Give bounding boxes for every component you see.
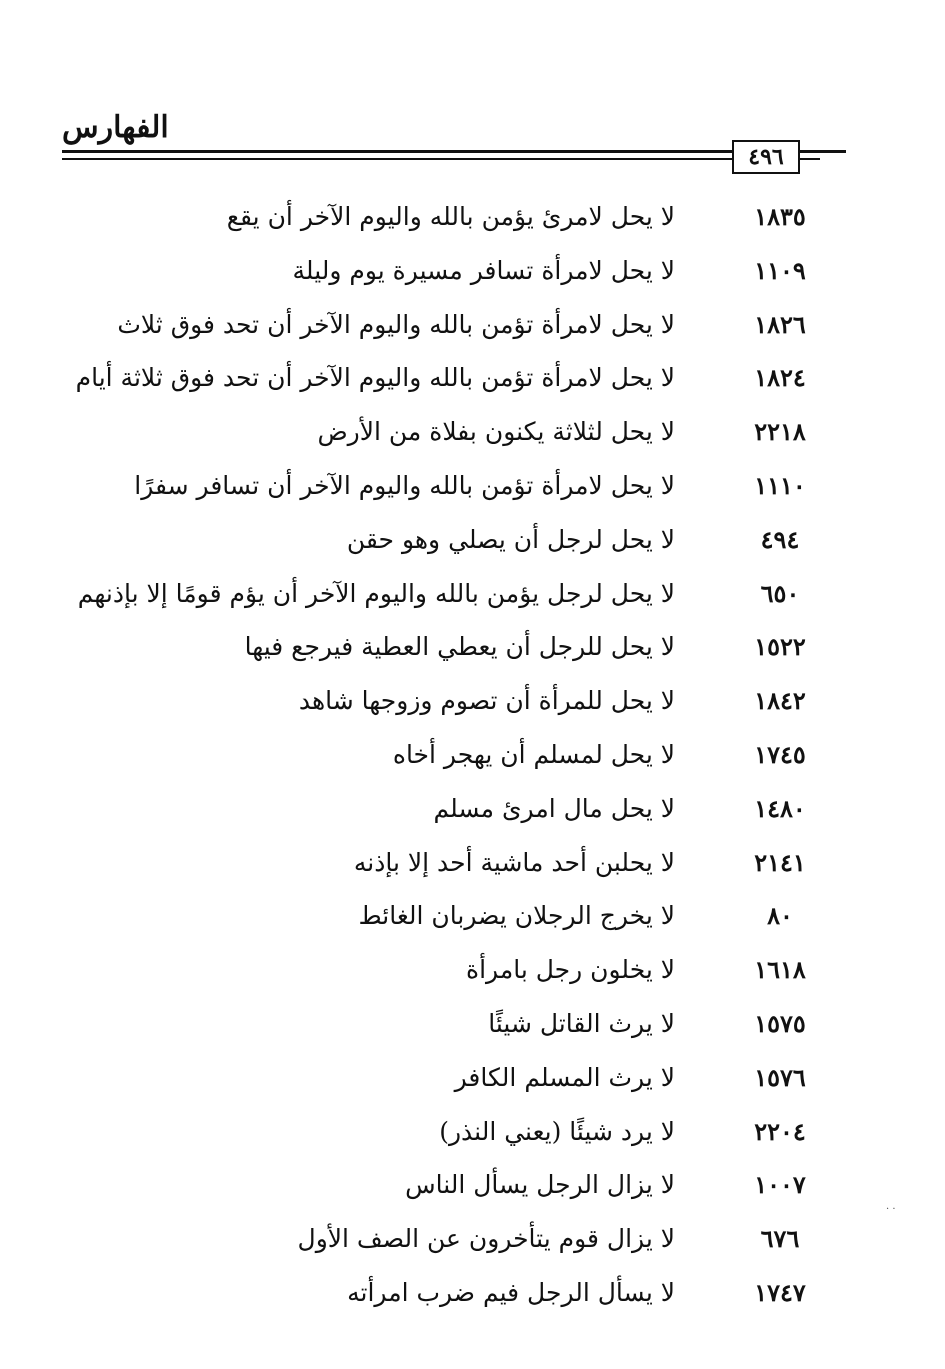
index-entry	[0, 351, 945, 405]
index-entry	[0, 728, 945, 782]
hadith-text: لا يحل لامرأة تؤمن بالله واليوم الآخر أن تسافر سفرًا	[134, 470, 675, 500]
index-entry	[0, 1158, 945, 1212]
hadith-text: لا يرث القاتل شيئًا	[488, 1008, 675, 1038]
index-entry	[0, 836, 945, 890]
hadith-number: ١١٠٩	[754, 255, 806, 285]
hadith-text: لا يرد شيئًا (يعني النذر)	[439, 1116, 675, 1146]
index-entry	[0, 1051, 945, 1105]
index-entry	[0, 889, 945, 943]
index-entry	[0, 620, 945, 674]
hadith-text: لا يحلبن أحد ماشية أحد إلا بإذنه	[353, 847, 675, 877]
hadith-text: لا يحل مال امرئ مسلم	[433, 793, 675, 823]
hadith-number: ١٨٣٥	[754, 202, 806, 231]
index-entry	[0, 997, 945, 1051]
index-entry	[0, 298, 945, 352]
hadith-text: لا يحل للرجل أن يعطي العطية فيرجع فيها	[244, 632, 675, 662]
hadith-number: ٢٢١٨	[754, 417, 806, 447]
hadith-text: لا يحل لامرأة تسافر مسيرة يوم وليلة	[292, 255, 675, 285]
hadith-text: لا يزال الرجل يسأل الناس	[405, 1170, 675, 1200]
hadith-number: ١٠٠٧	[754, 1170, 806, 1200]
hadith-text: لا يحل لرجل أن يصلي وهو حقن	[346, 524, 675, 554]
index-entry	[0, 674, 945, 728]
index-entry	[0, 190, 945, 244]
hadith-number: ١٥٧٥	[754, 1008, 806, 1038]
hadith-text: لا يزال قوم يتأخرون عن الصف الأول	[297, 1224, 675, 1254]
hadith-number: ١٦١٨	[754, 955, 806, 985]
hadith-number: ١٤٨٠	[754, 793, 806, 823]
section-title: الفهارس	[62, 110, 169, 145]
hadith-number: ٢١٤١	[754, 847, 806, 877]
hadith-number: ٨٠	[767, 901, 793, 931]
page-number: ٤٩٦	[732, 140, 800, 174]
index-list	[0, 190, 945, 1320]
scan-speck: · ·	[886, 1204, 896, 1215]
index-entry	[0, 1212, 945, 1266]
index-entry	[0, 513, 945, 567]
hadith-text: لا يخلون رجل بامرأة	[465, 955, 675, 985]
hadith-number: ١٧٤٧	[754, 1277, 806, 1307]
index-entry	[0, 1266, 945, 1320]
hadith-number: ١٧٤٥	[754, 739, 806, 769]
hadith-text: لا يسأل الرجل فيم ضرب امرأته	[347, 1277, 675, 1307]
hadith-number: ١٨٢٦	[754, 309, 806, 339]
header-rule-right-thin	[800, 158, 820, 160]
header-rule-right-thick	[800, 150, 846, 153]
hadith-text: لا يحل لرجل يؤمن بالله واليوم الآخر أن يؤم قومًا إلا بإذنهم	[77, 578, 675, 608]
header-rule-thin	[62, 158, 732, 160]
hadith-text: لا يحل لامرأة تؤمن بالله واليوم الآخر أن تحد فوق ثلاث	[117, 309, 675, 339]
hadith-number: ٤٩٤	[760, 524, 800, 554]
hadith-text: لا يخرج الرجلان يضربان الغائط	[358, 901, 675, 931]
hadith-text: لا يرث المسلم الكافر	[454, 1062, 675, 1092]
hadith-number: ١٥٧٦	[754, 1062, 806, 1092]
hadith-number: ٦٧٦	[760, 1224, 800, 1254]
page-header	[0, 0, 945, 200]
hadith-text: لا يحل لامرأة تؤمن بالله واليوم الآخر أن تحد فوق ثلاثة أيام	[75, 363, 675, 393]
index-entry	[0, 405, 945, 459]
hadith-number: ١٨٢٤	[754, 363, 806, 393]
index-entry	[0, 244, 945, 298]
index-entry	[0, 567, 945, 621]
index-entry	[0, 1105, 945, 1159]
index-entry	[0, 943, 945, 997]
hadith-text: لا يحل لامرئ يؤمن بالله واليوم الآخر أن يقع	[226, 202, 675, 231]
hadith-number: ١٨٤٢	[754, 686, 806, 716]
hadith-number: ١١١٠	[754, 470, 806, 500]
index-entry	[0, 782, 945, 836]
hadith-number: ١٥٢٢	[754, 632, 806, 662]
header-rule-thick	[62, 150, 732, 153]
hadith-number: ٢٢٠٤	[754, 1116, 806, 1146]
hadith-text: لا يحل لثلاثة يكنون بفلاة من الأرض	[317, 417, 675, 447]
hadith-text: لا يحل لمسلم أن يهجر أخاه	[392, 739, 675, 769]
index-entry	[0, 459, 945, 513]
hadith-number: ٦٥٠	[760, 578, 800, 608]
hadith-text: لا يحل للمرأة أن تصوم وزوجها شاهد	[298, 686, 675, 716]
